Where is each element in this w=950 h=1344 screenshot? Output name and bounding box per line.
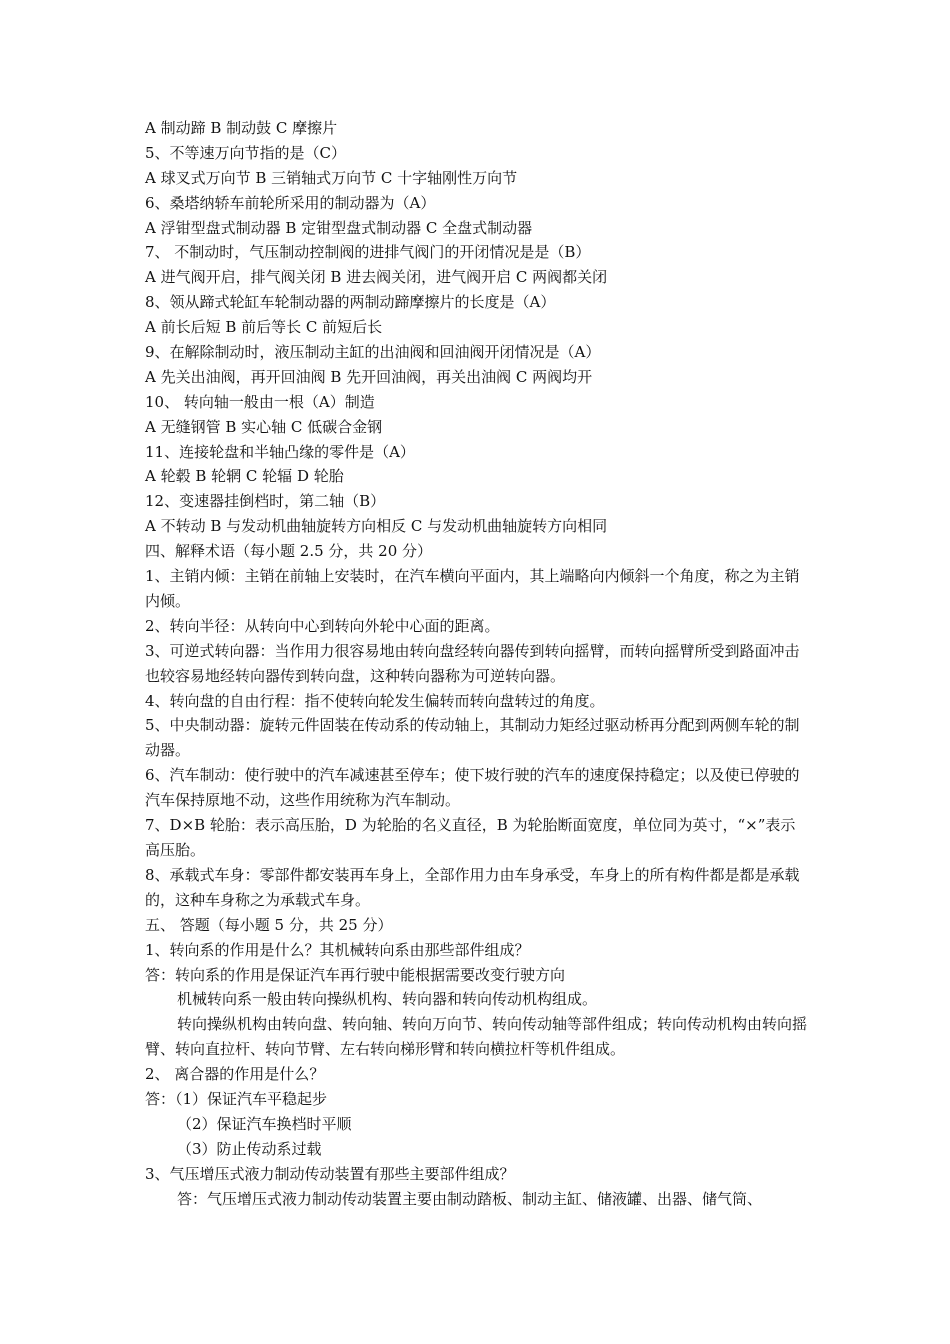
answer-line: 机械转向系一般由转向操纵机构、转向器和转向传动机构组成。 (177, 990, 598, 1009)
question-line: 8、领从蹄式轮缸车轮制动器的两制动蹄摩擦片的长度是（A） (145, 293, 556, 312)
question-line: 6、桑塔纳轿车前轮所采用的制动器为（A） (145, 193, 436, 212)
option-line: A 前长后短 B 前后等长 C 前短后长 (145, 318, 383, 337)
option-line: A 轮毂 B 轮辋 C 轮辐 D 轮胎 (145, 467, 344, 486)
term-definition: 3、可逆式转向器：当作用力很容易地由转向盘经转向器传到转向摇臂，而转向摇臂所受到路面冲击也较容易地经转向器传到转向盘，这种转向器称为可逆转向器。 (145, 641, 800, 685)
term-definition: 7、D×B 轮胎：表示高压胎，D 为轮胎的名义直径，B 为轮胎断面宽度，单位同为英寸，“×”表示高压胎。 (145, 816, 796, 859)
option-line: A 无缝钢管 B 实心轴 C 低碳合金钢 (145, 417, 383, 436)
answer-paragraph: 转向操纵机构由转向盘、转向轴、转向万向节、转向传动轴等部件组成；转向传动机构由转向摇臂、转向直拉杆、转向节臂、左右转向梯形臂和转向横拉杆等机件组成。 (145, 1015, 808, 1059)
option-line: A 先关出油阀，再开回油阀 B 先开回油阀，再关出油阀 C 两阀均开 (145, 367, 593, 386)
term-definition: 1、主销内倾：主销在前轴上安装时，在汽车横向平面内，其上端略向内倾斜一个角度，称之为主销内倾。 (145, 567, 800, 610)
question-line: 12、变速器挂倒档时，第二轴（B） (145, 492, 386, 511)
question-line: 3、气压增压式液力制动传动装置有那些主要部件组成？ (145, 1164, 515, 1183)
answer-line: 答：转向系的作用是保证汽车再行驶中能根据需要改变行驶方向 (145, 965, 566, 984)
term-definition: 8、承载式车身：零部件都安装再车身上，全部作用力由车身承受，车身上的所有构件都是都是承载的，这种车身称之为承载式车身。 (145, 865, 800, 909)
option-line: A 进气阀开启，排气阀关闭 B 进去阀关闭，进气阀开启 C 两阀都关闭 (145, 268, 608, 287)
option-line: A 不转动 B 与发动机曲轴旋转方向相反 C 与发动机曲轴旋转方向相同 (145, 517, 608, 536)
document-page (145, 116, 810, 1211)
question-line: 9、在解除制动时，液压制动主缸的出油阀和回油阀开闭情况是（A） (145, 343, 601, 362)
answer-line: 答：气压增压式液力制动传动装置主要由制动踏板、制动主缸、储液罐、出器、储气筒、 (177, 1189, 763, 1208)
option-line: A 球叉式万向节 B 三销轴式万向节 C 十字轴刚性万向节 (145, 168, 518, 187)
term-definition: 5、中央制动器：旋转元件固装在传动系的传动轴上，其制动力矩经过驱动桥再分配到两侧车轮的制动器。 (145, 716, 800, 760)
option-line: A 浮钳型盘式制动器 B 定钳型盘式制动器 C 全盘式制动器 (145, 218, 533, 237)
question-line: 1、转向系的作用是什么？其机械转向系由那些部件组成？ (145, 940, 530, 959)
answer-line: （2）保证汽车换档时平顺 (177, 1114, 352, 1133)
question-line: 10、 转向轴一般由一根（A）制造 (145, 392, 375, 411)
term-definition: 2、转向半径：从转向中心到转向外轮中心面的距离。 (145, 616, 500, 635)
answer-line: 答：（1）保证汽车平稳起步 (145, 1089, 328, 1108)
section-heading: 五、 答题（每小题 5 分，共 25 分） (145, 915, 393, 934)
term-definition: 6、汽车制动：使行驶中的汽车减速甚至停车；使下坡行驶的汽车的速度保持稳定；以及使已停驶的汽车保持原地不动，这些作用统称为汽车制动。 (145, 766, 800, 810)
question-line: 7、 不制动时，气压制动控制阀的进排气阀门的开闭情况是是（B） (145, 243, 591, 262)
answer-line: （3）防止传动系过载 (177, 1139, 322, 1158)
section-heading: 四、解释术语（每小题 2.5 分，共 20 分） (145, 542, 433, 561)
term-definition: 4、转向盘的自由行程：指不使转向轮发生偏转而转向盘转过的角度。 (145, 691, 605, 710)
question-line: 11、连接轮盘和半轴凸缘的零件是（A） (145, 442, 415, 461)
option-line: A 制动蹄 B 制动鼓 C 摩擦片 (145, 119, 338, 137)
question-line: 5、不等速万向节指的是（C） (145, 143, 347, 162)
question-line: 2、 离合器的作用是什么？ (145, 1065, 325, 1084)
